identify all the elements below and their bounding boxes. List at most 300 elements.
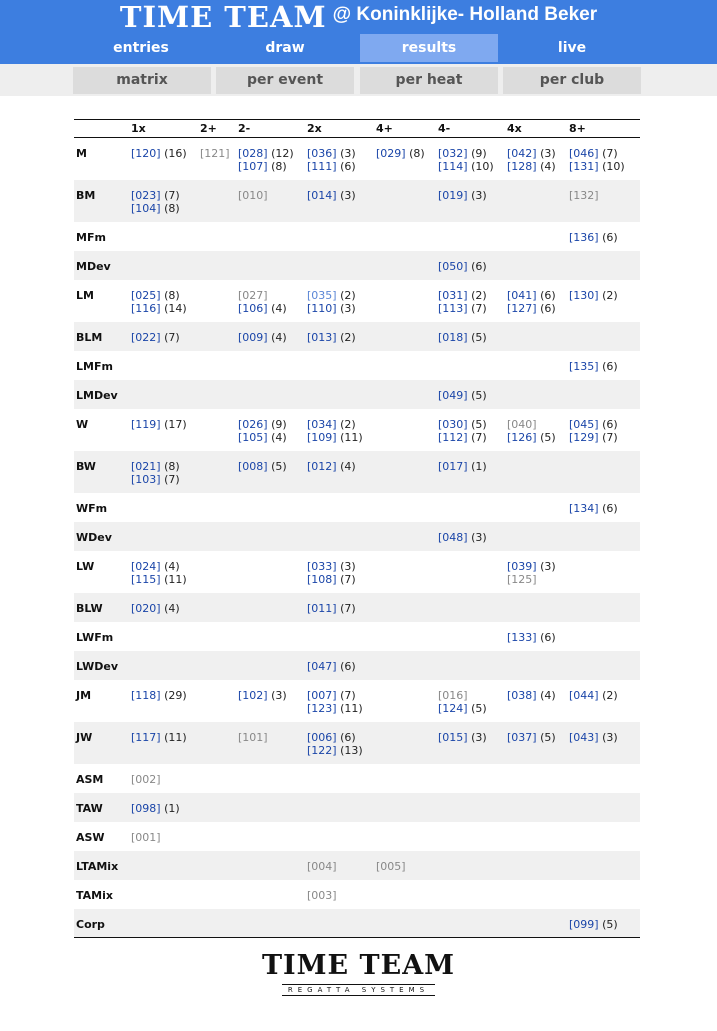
matrix-cell — [567, 880, 640, 909]
matrix-cell — [374, 351, 436, 380]
entry-count: (3) — [536, 147, 556, 160]
table-row — [74, 551, 640, 593]
matrix-cell — [236, 622, 305, 651]
matrix-cell — [505, 722, 567, 764]
race-link[interactable]: [112] — [438, 430, 468, 444]
matrix-cell — [567, 622, 640, 651]
entry-count: (7) — [336, 572, 356, 586]
race-link[interactable]: [101] — [238, 730, 268, 744]
matrix-cell — [198, 593, 236, 622]
entry-count: (6) — [336, 659, 356, 673]
entry-count: (6) — [536, 288, 556, 302]
race-link[interactable]: [016] — [438, 688, 468, 702]
matrix-cell — [305, 651, 374, 680]
matrix-cell — [236, 680, 305, 722]
matrix-cell — [198, 764, 236, 793]
race-entry — [507, 418, 567, 431]
race-link[interactable]: [132] — [569, 188, 599, 202]
subtab-per-club[interactable]: per club — [503, 67, 641, 94]
race-link[interactable]: [017] — [438, 459, 468, 473]
race-entry — [438, 331, 505, 344]
race-entry — [307, 860, 374, 873]
race-entry — [438, 260, 505, 273]
race-entry — [438, 389, 505, 402]
matrix-cell — [236, 138, 305, 180]
race-link[interactable]: [044] — [569, 688, 599, 702]
matrix-cell — [198, 451, 236, 493]
race-link[interactable]: [029] — [376, 147, 406, 160]
race-entry — [131, 302, 198, 315]
race-link[interactable]: [107] — [238, 160, 268, 173]
row-label: BW — [74, 451, 129, 493]
race-entry — [376, 860, 436, 873]
race-link[interactable]: [039] — [507, 559, 537, 573]
matrix-cell — [436, 593, 505, 622]
matrix-cell — [236, 409, 305, 451]
subtab-per-heat[interactable]: per heat — [360, 67, 498, 94]
matrix-cell — [198, 551, 236, 593]
race-entry — [438, 431, 505, 444]
matrix-cell — [236, 522, 305, 551]
race-link[interactable]: [122] — [307, 743, 337, 757]
matrix-cell — [198, 680, 236, 722]
race-entry — [438, 702, 505, 715]
table-row — [74, 351, 640, 380]
entry-count: (8) — [405, 147, 425, 160]
matrix-cell — [198, 380, 236, 409]
matrix-cell — [129, 909, 198, 938]
race-link[interactable]: [023] — [131, 188, 161, 202]
entry-count: (7) — [160, 330, 180, 344]
matrix-cell — [374, 222, 436, 251]
matrix-cell — [567, 322, 640, 351]
matrix-cell — [198, 851, 236, 880]
entry-count: (7) — [336, 601, 356, 615]
matrix-cell — [374, 764, 436, 793]
race-link[interactable]: [033] — [307, 559, 337, 573]
race-link[interactable]: [038] — [507, 688, 537, 702]
subtab-matrix[interactable]: matrix — [73, 67, 211, 94]
race-link[interactable]: [007] — [307, 688, 337, 702]
race-entry — [307, 302, 374, 315]
matrix-cell — [505, 851, 567, 880]
table-row — [74, 622, 640, 651]
race-link[interactable]: [121] — [200, 147, 230, 160]
race-entry — [507, 689, 567, 702]
race-link[interactable]: [042] — [507, 147, 537, 160]
race-link[interactable]: [135] — [569, 359, 599, 373]
matrix-cell — [374, 551, 436, 593]
race-entry — [569, 689, 640, 702]
race-entry — [131, 418, 198, 431]
race-link[interactable]: [104] — [131, 201, 161, 215]
entry-count: (6) — [598, 359, 618, 373]
race-link[interactable]: [105] — [238, 430, 268, 444]
race-link[interactable]: [123] — [307, 701, 337, 715]
table-row — [74, 793, 640, 822]
entry-count: (13) — [336, 743, 363, 757]
matrix-cell — [374, 251, 436, 280]
race-entry — [569, 431, 640, 444]
matrix-cell — [567, 409, 640, 451]
race-entry — [569, 289, 640, 302]
event-title: @ Koninklijke- Holland Beker — [332, 4, 598, 25]
entry-count: (3) — [336, 147, 356, 160]
matrix-cell — [236, 451, 305, 493]
entry-count: (7) — [160, 472, 180, 486]
row-label: W — [76, 417, 89, 431]
matrix-cell — [236, 280, 305, 322]
race-entry — [131, 560, 198, 573]
entry-count: (3) — [336, 559, 356, 573]
results-matrix — [74, 119, 640, 938]
matrix-cell — [505, 764, 567, 793]
matrix-cell — [129, 180, 198, 222]
row-label: MFm — [76, 230, 106, 244]
race-link[interactable]: [028] — [238, 147, 268, 160]
matrix-cell — [236, 551, 305, 593]
race-entry — [307, 418, 374, 431]
race-link[interactable]: [035] — [307, 288, 337, 302]
matrix-cell — [505, 251, 567, 280]
matrix-cell — [129, 380, 198, 409]
race-link[interactable]: [113] — [438, 301, 468, 315]
matrix-cell — [236, 180, 305, 222]
race-link[interactable]: [119] — [131, 417, 161, 431]
entry-count: (17) — [160, 417, 187, 431]
race-link[interactable]: [134] — [569, 501, 599, 515]
race-link[interactable]: [026] — [238, 417, 268, 431]
race-link[interactable]: [008] — [238, 459, 268, 473]
matrix-cell — [236, 851, 305, 880]
matrix-cell — [198, 622, 236, 651]
matrix-cell — [436, 793, 505, 822]
race-link[interactable]: [004] — [307, 859, 337, 873]
column-header-2x: 2x — [305, 120, 374, 138]
table-row — [74, 180, 640, 222]
matrix-cell — [374, 622, 436, 651]
race-link[interactable]: [128] — [507, 160, 537, 173]
race-entry — [238, 147, 305, 160]
race-link[interactable]: [014] — [307, 188, 337, 202]
race-link[interactable]: [018] — [438, 330, 468, 344]
entry-count: (3) — [467, 188, 487, 202]
race-link[interactable]: [013] — [307, 330, 337, 344]
tab-draw[interactable]: draw — [265, 40, 305, 56]
matrix-cell — [374, 593, 436, 622]
entry-count: (11) — [160, 572, 187, 586]
race-entry — [131, 831, 198, 844]
race-link[interactable]: [012] — [307, 459, 337, 473]
race-link[interactable]: [048] — [438, 530, 468, 544]
entry-count: (1) — [160, 801, 180, 815]
race-link[interactable]: [133] — [507, 630, 537, 644]
entry-count: (29) — [160, 688, 187, 702]
race-link[interactable]: [129] — [569, 430, 599, 444]
race-entry — [438, 731, 505, 744]
matrix-cell — [374, 793, 436, 822]
matrix-cell — [505, 793, 567, 822]
row-label: BLM — [74, 322, 129, 351]
race-link[interactable]: [124] — [438, 701, 468, 715]
matrix-cell — [374, 880, 436, 909]
table-row — [74, 493, 640, 522]
race-link[interactable]: [117] — [131, 730, 161, 744]
race-entry — [131, 602, 198, 615]
entry-count: (5) — [467, 701, 487, 715]
race-link[interactable]: [110] — [307, 301, 337, 315]
race-link[interactable]: [050] — [438, 259, 468, 273]
race-link[interactable]: [126] — [507, 430, 537, 444]
race-entry — [507, 431, 567, 444]
race-entry — [307, 431, 374, 444]
race-link[interactable]: [114] — [438, 160, 468, 173]
race-entry — [238, 689, 305, 702]
race-link[interactable]: [046] — [569, 147, 599, 160]
matrix-cell — [305, 493, 374, 522]
matrix-cell — [129, 322, 198, 351]
matrix-cell — [505, 880, 567, 909]
entry-count: (5) — [467, 330, 487, 344]
race-link[interactable]: [115] — [131, 572, 161, 586]
race-link[interactable]: [111] — [307, 160, 337, 173]
matrix-cell — [129, 493, 198, 522]
matrix-cell — [505, 493, 567, 522]
matrix-cell — [236, 380, 305, 409]
matrix-cell — [198, 222, 236, 251]
race-link[interactable]: [049] — [438, 388, 468, 402]
race-link[interactable]: [040] — [507, 417, 537, 431]
row-label: LMDev — [74, 380, 129, 409]
race-link[interactable]: [022] — [131, 330, 161, 344]
tab-live[interactable]: live — [557, 40, 587, 56]
entry-count: (3) — [536, 559, 556, 573]
race-link[interactable]: [002] — [131, 772, 161, 786]
race-link[interactable]: [118] — [131, 688, 161, 702]
entry-count: (2) — [336, 330, 356, 344]
race-link[interactable]: [003] — [307, 888, 337, 902]
race-link[interactable]: [045] — [569, 417, 599, 431]
entry-count: (10) — [467, 160, 494, 173]
race-entry — [307, 889, 374, 902]
matrix-cell — [374, 851, 436, 880]
matrix-cell — [129, 793, 198, 822]
entry-count: (6) — [336, 730, 356, 744]
entry-count: (7) — [467, 430, 487, 444]
matrix-cell — [374, 909, 436, 938]
race-entry — [131, 460, 198, 473]
race-entry — [569, 189, 640, 202]
race-entry — [238, 331, 305, 344]
race-link[interactable]: [037] — [507, 730, 537, 744]
entry-count: (5) — [467, 388, 487, 402]
table-row — [74, 409, 640, 451]
race-entry — [507, 147, 567, 160]
race-link[interactable]: [103] — [131, 472, 161, 486]
race-link[interactable]: [108] — [307, 572, 337, 586]
race-entry — [507, 289, 567, 302]
table-row — [74, 138, 640, 180]
matrix-cell — [436, 909, 505, 938]
matrix-cell — [374, 280, 436, 322]
race-link[interactable]: [005] — [376, 859, 406, 873]
matrix-cell — [505, 451, 567, 493]
entry-count: (3) — [336, 301, 356, 315]
entry-count: (9) — [267, 417, 287, 431]
race-entry — [569, 147, 640, 160]
entry-count: (6) — [598, 501, 618, 515]
race-link[interactable]: [131] — [569, 160, 599, 173]
race-link[interactable]: [030] — [438, 417, 468, 431]
race-link[interactable]: [136] — [569, 230, 599, 244]
row-label: WFm — [76, 501, 108, 515]
table-row — [74, 522, 640, 551]
race-entry — [569, 418, 640, 431]
table-row — [74, 851, 640, 880]
race-entry — [569, 918, 640, 931]
matrix-cell — [305, 551, 374, 593]
matrix-cell — [436, 522, 505, 551]
table-row — [74, 593, 640, 622]
subtab-per-event[interactable]: per event — [216, 67, 354, 94]
table-row — [74, 909, 640, 938]
main-tabs — [0, 34, 717, 62]
row-label: TAW — [74, 793, 129, 822]
entry-count: (12) — [267, 147, 294, 160]
entry-count: (6) — [536, 630, 556, 644]
matrix-cell — [198, 493, 236, 522]
race-link[interactable]: [125] — [507, 572, 537, 586]
race-link[interactable]: [116] — [131, 301, 161, 315]
site-header — [0, 0, 717, 64]
column-header-8plus: 8+ — [567, 120, 640, 138]
table-row — [74, 251, 640, 280]
row-label: LWDev — [74, 651, 129, 680]
entry-count: (4) — [160, 559, 180, 573]
race-link[interactable]: [031] — [438, 288, 468, 302]
entry-count: (11) — [336, 430, 363, 444]
race-link[interactable]: [019] — [438, 188, 468, 202]
matrix-cell — [505, 322, 567, 351]
entry-count: (10) — [598, 160, 625, 173]
race-link[interactable]: [130] — [569, 288, 599, 302]
race-link[interactable]: [024] — [131, 559, 161, 573]
matrix-cell — [236, 493, 305, 522]
row-label: ASM — [76, 772, 104, 786]
matrix-cell — [305, 138, 374, 180]
column-header-4minus: 4- — [436, 120, 505, 138]
matrix-cell — [236, 351, 305, 380]
matrix-cell — [436, 651, 505, 680]
matrix-cell — [305, 722, 374, 764]
race-link[interactable]: [127] — [507, 301, 537, 315]
matrix-cell — [374, 451, 436, 493]
race-entry — [238, 189, 305, 202]
matrix-cell — [374, 680, 436, 722]
matrix-cell — [198, 180, 236, 222]
entry-count: (6) — [598, 417, 618, 431]
entry-count: (4) — [536, 160, 556, 173]
entry-count: (8) — [160, 288, 180, 302]
race-entry — [438, 531, 505, 544]
entry-count: (6) — [467, 259, 487, 273]
entry-count: (4) — [267, 301, 287, 315]
tab-entries[interactable]: entries — [113, 40, 169, 56]
matrix-cell — [305, 451, 374, 493]
corner-header — [74, 120, 129, 138]
matrix-cell — [567, 522, 640, 551]
race-entry — [438, 689, 505, 702]
race-entry — [569, 502, 640, 515]
matrix-cell — [236, 251, 305, 280]
race-link[interactable]: [120] — [131, 147, 161, 160]
race-link[interactable]: [001] — [131, 830, 161, 844]
matrix-cell — [305, 822, 374, 851]
race-link[interactable]: [009] — [238, 330, 268, 344]
race-link[interactable]: [034] — [307, 417, 337, 431]
tab-results[interactable]: results — [360, 34, 498, 62]
row-label: LM — [76, 288, 94, 302]
matrix-cell — [198, 909, 236, 938]
time-team-logo[interactable]: TIME TEAM — [119, 0, 327, 34]
matrix-cell — [436, 351, 505, 380]
entry-count: (6) — [536, 301, 556, 315]
matrix-cell — [236, 793, 305, 822]
row-label: BM — [74, 180, 129, 222]
matrix-cell — [305, 180, 374, 222]
race-link[interactable]: [006] — [307, 730, 337, 744]
matrix-cell — [129, 409, 198, 451]
race-link[interactable]: [011] — [307, 601, 337, 615]
row-label: BLW — [74, 593, 129, 622]
race-link[interactable]: [098] — [131, 801, 161, 815]
race-link[interactable]: [021] — [131, 459, 161, 473]
race-link[interactable]: [102] — [238, 688, 268, 702]
race-entry — [238, 160, 305, 173]
race-entry — [507, 302, 567, 315]
matrix-cell — [305, 409, 374, 451]
row-label: MDev — [74, 251, 129, 280]
race-link[interactable]: [020] — [131, 601, 161, 615]
entry-count: (5) — [536, 430, 556, 444]
matrix-cell — [436, 180, 505, 222]
matrix-cell — [567, 793, 640, 822]
race-link[interactable]: [106] — [238, 301, 268, 315]
race-link[interactable]: [109] — [307, 430, 337, 444]
race-link[interactable]: [047] — [307, 659, 337, 673]
race-link[interactable]: [041] — [507, 288, 537, 302]
matrix-cell — [505, 522, 567, 551]
matrix-cell — [374, 409, 436, 451]
entry-count: (16) — [160, 147, 187, 160]
race-link[interactable]: [015] — [438, 730, 468, 744]
entry-count: (4) — [267, 430, 287, 444]
matrix-cell — [198, 880, 236, 909]
race-link[interactable]: [043] — [569, 730, 599, 744]
race-link[interactable]: [010] — [238, 188, 268, 202]
race-link[interactable]: [025] — [131, 288, 161, 302]
matrix-cell — [567, 493, 640, 522]
race-link[interactable]: [099] — [569, 917, 599, 931]
table-row — [74, 680, 640, 722]
race-link[interactable]: [032] — [438, 147, 468, 160]
race-link[interactable]: [036] — [307, 147, 337, 160]
matrix-cell — [129, 251, 198, 280]
row-label: ASW — [76, 830, 105, 844]
race-link[interactable]: [027] — [238, 288, 268, 302]
matrix-cell — [436, 822, 505, 851]
race-entry — [569, 231, 640, 244]
